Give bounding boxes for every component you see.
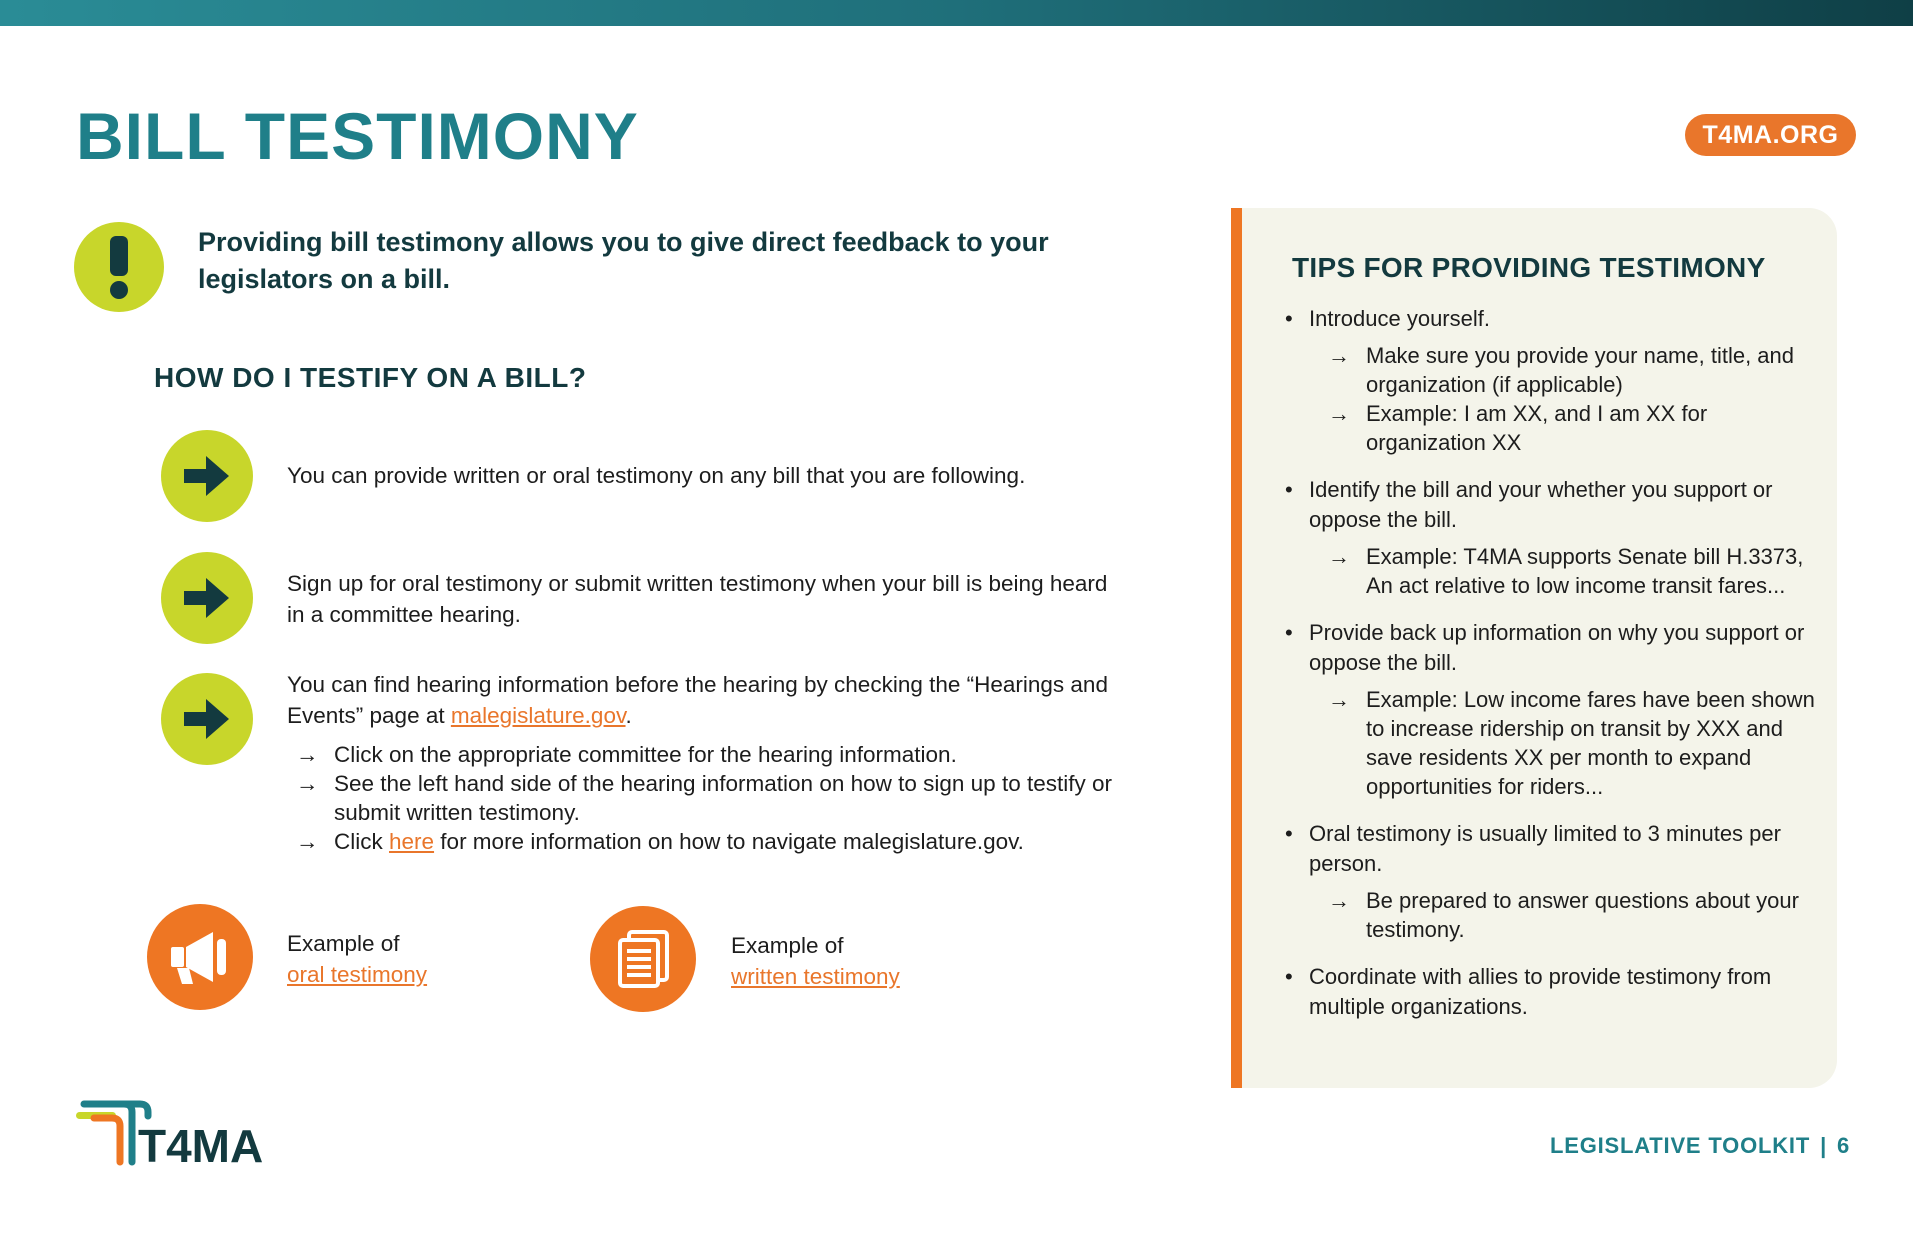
oral-example: Example of oral testimony: [287, 931, 428, 987]
list-item: → Example: I am XX, and I am XX for organization XX: [1328, 401, 1708, 455]
page-title: BILL TESTIMONY: [76, 99, 639, 173]
list-item: → Click on the appropriate committee for the hearing information.: [296, 742, 957, 767]
list-item: → Example: Low income fares have been shown to increase ridership on transit by XXX and save residents XX per month to expand opportunities for riders...: [1328, 687, 1815, 799]
page-number: 6: [1837, 1133, 1851, 1158]
logo-text: T4MA: [138, 1120, 264, 1170]
arrow-glyph: →: [296, 742, 319, 767]
step-1-text: You can provide written or oral testimony on any bill that you are following.: [287, 463, 1026, 488]
tips-panel: [1231, 208, 1837, 1088]
tips-heading: TIPS FOR PROVIDING TESTIMONY: [1292, 252, 1766, 283]
megaphone-icon[interactable]: [147, 904, 253, 1010]
how-heading: HOW DO I TESTIFY ON A BILL?: [154, 362, 587, 393]
oral-testimony-link[interactable]: oral testimony: [287, 962, 428, 987]
arrow-right-icon: [161, 430, 253, 522]
list-item: → Make sure you provide your name, title, and organization (if applicable): [1328, 343, 1795, 397]
document-icon[interactable]: [590, 906, 696, 1012]
written-testimony-link[interactable]: written testimony: [731, 964, 900, 989]
list-item: • Oral testimony is usually limited to 3 minutes per person. → Be prepared to answer questions about your testimony.: [1282, 819, 1822, 944]
exclamation-icon: [74, 222, 164, 312]
written-example: Example of written testimony: [731, 933, 900, 989]
list-item: → See the left hand side of the hearing information on how to sign up to testify or submit written testimony.: [296, 771, 1112, 825]
step-3-text: You can find hearing information before the hearing by checking the “Hearings and Events” page at malegislature.gov.: [287, 672, 1108, 728]
list-item: → Be prepared to answer questions about your testimony.: [1328, 888, 1799, 942]
footer-label: LEGISLATIVE TOOLKIT | 6: [1550, 1133, 1851, 1158]
list-item: → Click here for more information on how to navigate malegislature.gov.: [296, 829, 1024, 854]
list-item: • Introduce yourself. → Make sure you provide your name, title, and organization (if applicable) → Example: I am XX, and I am XX for organization XX: [1282, 304, 1822, 457]
intro-text: Providing bill testimony allows you to give direct feedback to your legislators on a bill.: [198, 227, 1049, 294]
site-badge[interactable]: T4MA.ORG: [1685, 114, 1856, 156]
arrow-right-icon: [161, 552, 253, 644]
arrow-glyph: →: [296, 771, 319, 796]
list-item: • Coordinate with allies to provide testimony from multiple organizations.: [1285, 964, 1772, 1019]
list-item: → Example: T4MA supports Senate bill H.3373, An act relative to low income transit fares...: [1328, 544, 1804, 598]
top-accent-bar: [0, 0, 1913, 26]
malegislature-link[interactable]: malegislature.gov: [450, 703, 626, 728]
arrow-glyph: →: [296, 829, 319, 854]
arrow-right-icon: [161, 673, 253, 765]
step-2-text: Sign up for oral testimony or submit written testimony when your bill is being heard in a committee hearing.: [287, 571, 1108, 627]
list-item: • Provide back up information on why you support or oppose the bill. → Example: Low income fares have been shown to increase ridership on transit by XXX and save residents XX per month to expand opportunities for riders...: [1282, 618, 1822, 801]
here-link[interactable]: here: [389, 829, 435, 854]
substep-list: [296, 740, 1116, 856]
t4ma-logo: [74, 1100, 274, 1170]
tips-list: [1282, 304, 1822, 1040]
list-item: • Identify the bill and your whether you support or oppose the bill. → Example: T4MA supports Senate bill H.3373, An act relative to low income transit fares...: [1282, 475, 1822, 600]
